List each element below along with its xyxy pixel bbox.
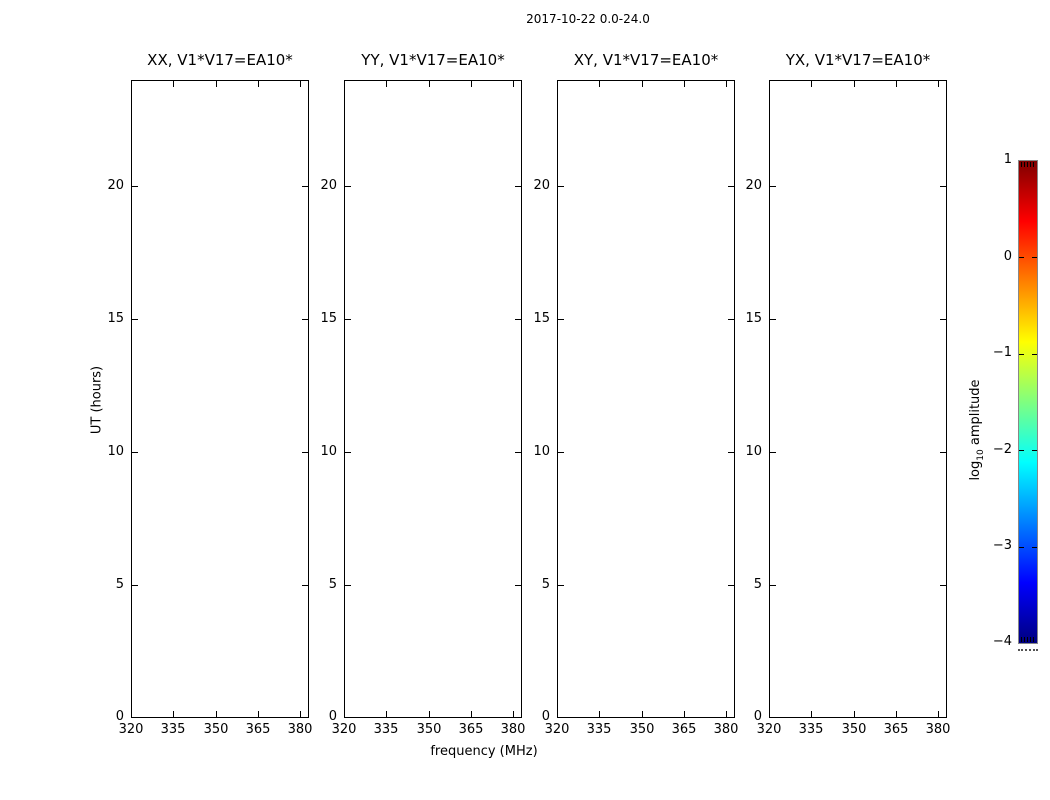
- y-tick-label: 5: [328, 577, 337, 592]
- colorbar-tick-label: 1: [1003, 152, 1012, 167]
- colorbar-tick-label: −4: [992, 634, 1012, 649]
- x-tick-label: 335: [586, 722, 612, 737]
- colorbar-label: [968, 379, 986, 480]
- colorbar-tick-label: −1: [992, 345, 1012, 360]
- x-tick-label: 380: [713, 722, 739, 737]
- y-tick-label: 0: [753, 709, 762, 724]
- y-tick-label: 20: [320, 178, 337, 193]
- y-tick-label: 15: [107, 311, 124, 326]
- colorbar-gradient: [1018, 160, 1038, 644]
- colorbar-dotted-strip: [1018, 649, 1038, 651]
- y-tick-label: 10: [107, 444, 124, 459]
- y-tick-label: 15: [320, 311, 337, 326]
- y-tick-label: 5: [541, 577, 550, 592]
- x-tick-label: 365: [883, 722, 909, 737]
- x-tick-label: 350: [203, 722, 229, 737]
- x-tick-label: 320: [756, 722, 782, 737]
- x-tick-label: 320: [544, 722, 570, 737]
- x-tick-label: 350: [841, 722, 867, 737]
- colorbar-label-prefix: log: [968, 460, 984, 481]
- x-tick-label: 365: [458, 722, 484, 737]
- y-axis-label: UT (hours): [89, 365, 105, 435]
- y-tick-label: 5: [115, 577, 124, 592]
- y-tick-label: 20: [107, 178, 124, 193]
- colorbar-tick-label: 0: [1003, 249, 1012, 264]
- panel-title: XY, V1*V17=EA10*: [573, 51, 719, 69]
- x-tick-label: 320: [118, 722, 144, 737]
- panel-xx: [107, 0, 313, 800]
- y-tick-label: 10: [745, 444, 762, 459]
- plot-area: [131, 80, 309, 718]
- x-tick-label: 350: [416, 722, 442, 737]
- colorbar-label-suffix: amplitude: [968, 379, 984, 450]
- panel-title: XX, V1*V17=EA10*: [147, 51, 293, 69]
- colorbar-tick-label: −3: [992, 538, 1012, 553]
- y-tick-label: 15: [745, 311, 762, 326]
- y-tick-label: 0: [328, 709, 337, 724]
- x-tick-label: 335: [160, 722, 186, 737]
- y-tick-label: 10: [533, 444, 550, 459]
- x-tick-label: 380: [925, 722, 951, 737]
- x-tick-label: 380: [500, 722, 526, 737]
- figure-title: 2017-10-22 0.0-24.0: [526, 12, 650, 26]
- y-tick-label: 10: [320, 444, 337, 459]
- x-tick-label: 335: [373, 722, 399, 737]
- y-tick-label: 0: [115, 709, 124, 724]
- y-tick-label: 0: [541, 709, 550, 724]
- colorbar-label-subscript: 10: [975, 449, 986, 461]
- panel-xy: [533, 0, 739, 800]
- x-axis-label: frequency (MHz): [430, 744, 538, 759]
- panel-title: YX, V1*V17=EA10*: [785, 51, 931, 69]
- x-tick-label: 335: [798, 722, 824, 737]
- y-tick-label: 20: [533, 178, 550, 193]
- y-tick-label: 5: [753, 577, 762, 592]
- y-tick-label: 20: [745, 178, 762, 193]
- plot-area: [769, 80, 947, 718]
- x-tick-label: 365: [671, 722, 697, 737]
- y-tick-label: 15: [533, 311, 550, 326]
- panel-title: YY, V1*V17=EA10*: [361, 51, 505, 69]
- x-tick-label: 365: [245, 722, 271, 737]
- x-tick-label: 380: [287, 722, 313, 737]
- x-tick-label: 320: [331, 722, 357, 737]
- colorbar-minor-ticks-bottom: [1021, 637, 1036, 642]
- colorbar-minor-ticks-top: [1021, 162, 1036, 167]
- x-tick-label: 350: [629, 722, 655, 737]
- plot-area: [557, 80, 735, 718]
- colorbar-tick-label: −2: [992, 442, 1012, 457]
- plot-area: [344, 80, 522, 718]
- panel-yx: [745, 0, 951, 800]
- panel-yy: [320, 0, 526, 800]
